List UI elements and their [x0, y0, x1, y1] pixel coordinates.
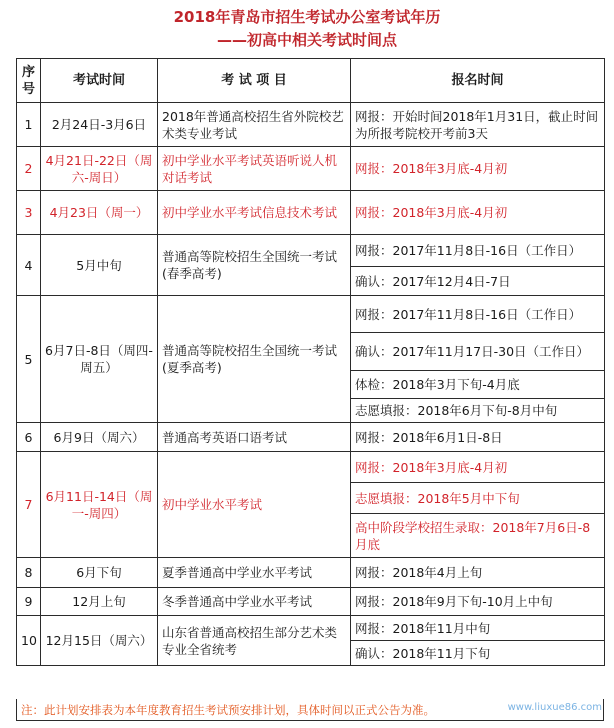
exam-calendar-table [16, 58, 605, 666]
header-time: 考试时间 [41, 59, 158, 103]
registration-time: 网报：2017年11月8日-16日（工作日） [351, 296, 605, 333]
row-number: 5 [17, 296, 41, 423]
row-number: 6 [17, 423, 41, 452]
registration-time: 体检：2018年3月下旬-4月底 [351, 371, 605, 399]
exam-time: 5月中旬 [41, 235, 158, 296]
registration-time: 网报：2018年3月底-4月初 [351, 191, 605, 235]
registration-time: 志愿填报：2018年6月下旬-8月中旬 [351, 399, 605, 423]
table-row [17, 558, 605, 588]
exam-time: 4月23日（周一） [41, 191, 158, 235]
table-row [17, 423, 605, 452]
exam-time: 12月上旬 [41, 588, 158, 616]
row-number: 10 [17, 616, 41, 666]
exam-time: 12月15日（周六） [41, 616, 158, 666]
exam-time: 4月21日-22日（周六-周日） [41, 147, 158, 191]
registration-time: 志愿填报：2018年5月中下旬 [351, 483, 605, 514]
registration-time: 网报：开始时间2018年1月31日，截止时间为所报考院校开考前3天 [351, 103, 605, 147]
exam-item: 冬季普通高中学业水平考试 [158, 588, 351, 616]
exam-item: 初中学业水平考试信息技术考试 [158, 191, 351, 235]
table-row [17, 191, 605, 235]
registration-time: 确认：2018年11月下旬 [351, 641, 605, 666]
registration-time: 网报：2018年6月1日-8日 [351, 423, 605, 452]
registration-time: 网报：2018年9月下旬-10月上中旬 [351, 588, 605, 616]
row-number: 2 [17, 147, 41, 191]
exam-time: 6月9日（周六） [41, 423, 158, 452]
exam-item: 初中学业水平考试 [158, 452, 351, 558]
table-row [17, 296, 605, 333]
registration-time: 网报：2018年3月底-4月初 [351, 452, 605, 483]
registration-time: 高中阶段学校招生录取：2018年7月6日-8月底 [351, 514, 605, 558]
exam-item: 普通高等院校招生全国统一考试(春季高考) [158, 235, 351, 296]
table-row [17, 616, 605, 641]
exam-item: 普通高考英语口语考试 [158, 423, 351, 452]
exam-item: 山东省普通高校招生部分艺术类专业全省统考 [158, 616, 351, 666]
table-row [17, 235, 605, 267]
row-number: 8 [17, 558, 41, 588]
exam-item: 2018年普通高校招生省外院校艺术类专业考试 [158, 103, 351, 147]
exam-item: 普通高等院校招生全国统一考试(夏季高考) [158, 296, 351, 423]
header-item: 考 试 项 目 [158, 59, 351, 103]
row-number: 3 [17, 191, 41, 235]
exam-item: 夏季普通高中学业水平考试 [158, 558, 351, 588]
exam-time: 6月下旬 [41, 558, 158, 588]
registration-time: 网报：2017年11月8日-16日（工作日） [351, 235, 605, 267]
header-no: 序号 [17, 59, 41, 103]
row-number: 7 [17, 452, 41, 558]
table-row [17, 147, 605, 191]
registration-time: 网报：2018年4月上旬 [351, 558, 605, 588]
exam-time: 2月24日-3月6日 [41, 103, 158, 147]
row-number: 1 [17, 103, 41, 147]
table-body [17, 103, 605, 666]
table-row [17, 588, 605, 616]
page-title: 2018年青岛市招生考试办公室考试年历 [173, 8, 441, 26]
table-row [17, 452, 605, 483]
registration-time: 确认：2017年12月4日-7日 [351, 267, 605, 296]
registration-time: 网报：2018年3月底-4月初 [351, 147, 605, 191]
registration-time: 确认：2017年11月17日-30日（工作日） [351, 333, 605, 371]
exam-item: 初中学业水平考试英语听说人机对话考试 [158, 147, 351, 191]
watermark-url: www.liuxue86.com [507, 702, 602, 713]
header-registration: 报名时间 [351, 59, 605, 103]
exam-time: 6月11日-14日（周一-周四） [41, 452, 158, 558]
row-number: 4 [17, 235, 41, 296]
table-row [17, 103, 605, 147]
page-subtitle: ——初高中相关考试时间点 [216, 31, 397, 49]
row-number: 9 [17, 588, 41, 616]
footnote: 注：此计划安排表为本年度教育招生考试预安排计划，具体时间以正式公告为准。 [16, 699, 604, 721]
registration-time: 网报：2018年11月中旬 [351, 616, 605, 641]
exam-time: 6月7日-8日（周四-周五） [41, 296, 158, 423]
